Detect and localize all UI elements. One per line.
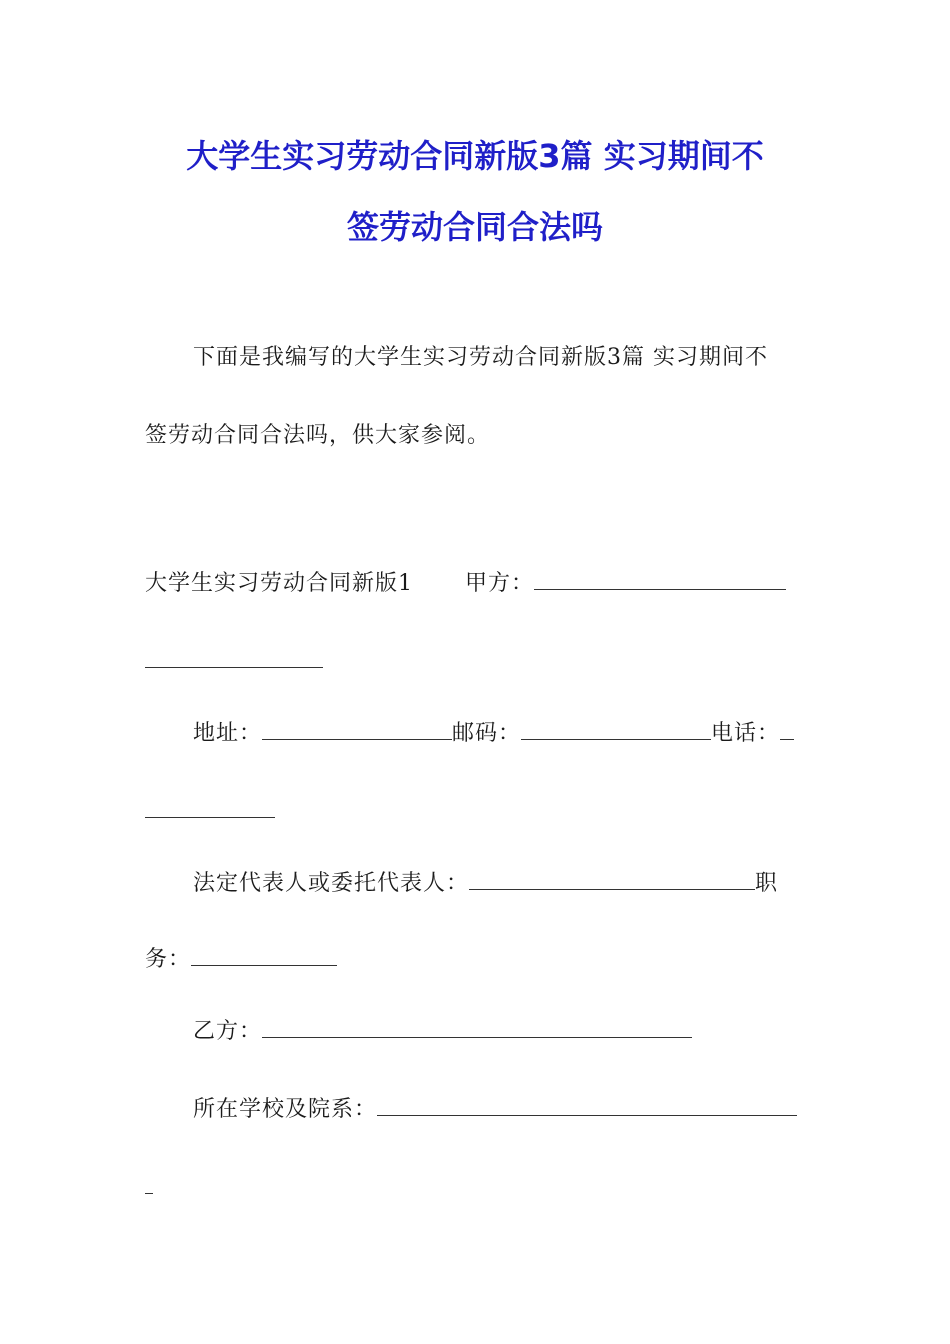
party-a-blank[interactable] <box>534 569 786 590</box>
section-heading: 大学生实习劳动合同新版1 <box>145 571 413 596</box>
intro-paragraph-line-2: 签劳动合同合法吗，供大家参阅。 <box>145 423 491 448</box>
position-blank[interactable] <box>191 945 337 966</box>
postcode-label: 邮码： <box>452 721 522 746</box>
contact-row <box>193 718 794 750</box>
legal-rep-blank[interactable] <box>469 869 755 890</box>
phone-label: 电话： <box>711 721 781 746</box>
position-row <box>145 944 337 976</box>
document-title-line-2: 签劳动合同合法吗 <box>346 208 603 246</box>
address-blank[interactable] <box>262 719 452 740</box>
phone-blank-continued[interactable] <box>145 797 275 818</box>
intro-paragraph-line-1: 下面是我编写的大学生实习劳动合同新版3篇 实习期间不 <box>193 345 768 370</box>
party-b-blank[interactable] <box>262 1017 692 1038</box>
party-b-row <box>193 1016 692 1048</box>
party-b-label: 乙方： <box>193 1019 263 1044</box>
school-blank-continued[interactable] <box>145 1173 153 1194</box>
school-continuation-row <box>145 1172 153 1204</box>
postcode-blank[interactable] <box>521 719 711 740</box>
legal-rep-label: 法定代表人或委托代表人： <box>193 871 470 896</box>
legal-rep-row <box>193 868 778 900</box>
phone-blank[interactable] <box>780 719 794 740</box>
party-a-continuation-row <box>145 646 323 678</box>
school-label: 所在学校及院系： <box>193 1097 378 1122</box>
party-a-row <box>145 568 786 600</box>
school-row <box>193 1094 797 1126</box>
phone-continuation-row <box>145 796 275 828</box>
party-a-label: 甲方： <box>465 571 535 596</box>
position-label-part1: 职 <box>755 871 779 896</box>
school-blank[interactable] <box>377 1095 797 1116</box>
position-label-part2: 务： <box>145 947 192 972</box>
document-title-line-1: 大学生实习劳动合同新版3篇 实习期间不 <box>186 137 764 175</box>
party-a-blank-continued[interactable] <box>145 647 323 668</box>
address-label: 地址： <box>193 721 263 746</box>
